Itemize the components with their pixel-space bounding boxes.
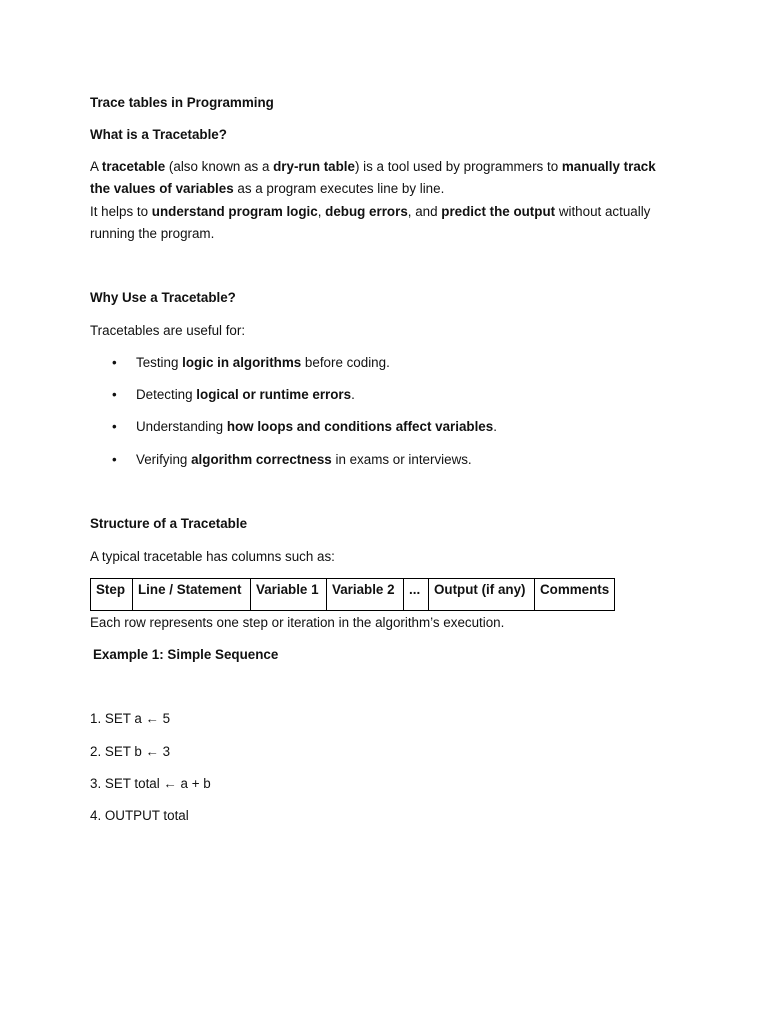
bullet-marker: • — [112, 387, 117, 402]
structure-note: Each row represents one step or iteration in the algorithm’s execution. — [90, 615, 505, 630]
tracetable-columns-table — [90, 578, 615, 611]
text-run: A — [90, 159, 102, 174]
what-paragraph-line-4: running the program. — [90, 226, 215, 241]
bullet-marker: • — [112, 355, 117, 370]
what-paragraph-line-2 — [90, 180, 444, 198]
what-paragraph-line-1 — [90, 158, 656, 176]
structure-intro: A typical tracetable has columns such as: — [90, 549, 335, 564]
text-run: It helps to — [90, 204, 152, 219]
bold-run: how loops and conditions affect variables — [226, 419, 494, 434]
text-run: in exams or interviews. — [331, 452, 472, 467]
table-row — [91, 579, 615, 611]
what-heading: What is a Tracetable? — [90, 127, 227, 142]
bullet-marker: • — [112, 419, 117, 434]
list-item — [136, 354, 390, 372]
text-run: Understanding — [136, 419, 227, 434]
text-run: as a program executes line by line. — [233, 181, 445, 196]
list-item — [136, 386, 355, 404]
bold-run: the values of variables — [90, 181, 234, 196]
code-line: 4. OUTPUT total — [90, 808, 189, 823]
table-cell-comments: Comments — [535, 579, 615, 611]
text-run: (also known as a — [165, 159, 274, 174]
text-run: , and — [407, 204, 442, 219]
bold-run: tracetable — [101, 159, 166, 174]
text-run: Verifying — [136, 452, 192, 467]
text-run: Detecting — [136, 387, 197, 402]
why-heading: Why Use a Tracetable? — [90, 290, 236, 305]
text-run: . — [493, 419, 497, 434]
text-run: ) is a tool used by programmers to — [354, 159, 562, 174]
list-item — [136, 451, 472, 469]
bold-run: algorithm correctness — [191, 452, 332, 467]
bold-run: manually track — [561, 159, 656, 174]
table-cell-variable-1: Variable 1 — [251, 579, 327, 611]
text-run: Testing — [136, 355, 183, 370]
bold-run: understand program logic — [151, 204, 318, 219]
text-run: without actually — [555, 204, 651, 219]
bullet-marker: • — [112, 452, 117, 467]
bold-run: predict the output — [441, 204, 556, 219]
text-run: , — [317, 204, 326, 219]
bold-run: logic in algorithms — [182, 355, 302, 370]
text-run: before coding. — [301, 355, 390, 370]
structure-heading: Structure of a Tracetable — [90, 516, 248, 531]
table-cell-line-statement: Line / Statement — [133, 579, 251, 611]
table-cell-output: Output (if any) — [429, 579, 535, 611]
table-cell-variable-2: Variable 2 — [327, 579, 404, 611]
bold-run: dry-run table — [273, 159, 355, 174]
why-intro: Tracetables are useful for: — [90, 323, 246, 338]
table-cell-ellipsis: ... — [404, 579, 429, 611]
example1-heading: Example 1: Simple Sequence — [93, 647, 279, 662]
list-item — [136, 418, 497, 436]
bold-run: debug errors — [325, 204, 408, 219]
table-cell-step: Step — [91, 579, 133, 611]
bold-run: logical or runtime errors — [196, 387, 352, 402]
text-run: . — [351, 387, 355, 402]
code-line: 3. SET total ← a + b — [90, 776, 211, 791]
document-title: Trace tables in Programming — [90, 95, 274, 110]
code-line: 1. SET a ← 5 — [90, 711, 171, 726]
what-paragraph-line-3 — [90, 203, 650, 221]
code-line: 2. SET b ← 3 — [90, 744, 171, 759]
